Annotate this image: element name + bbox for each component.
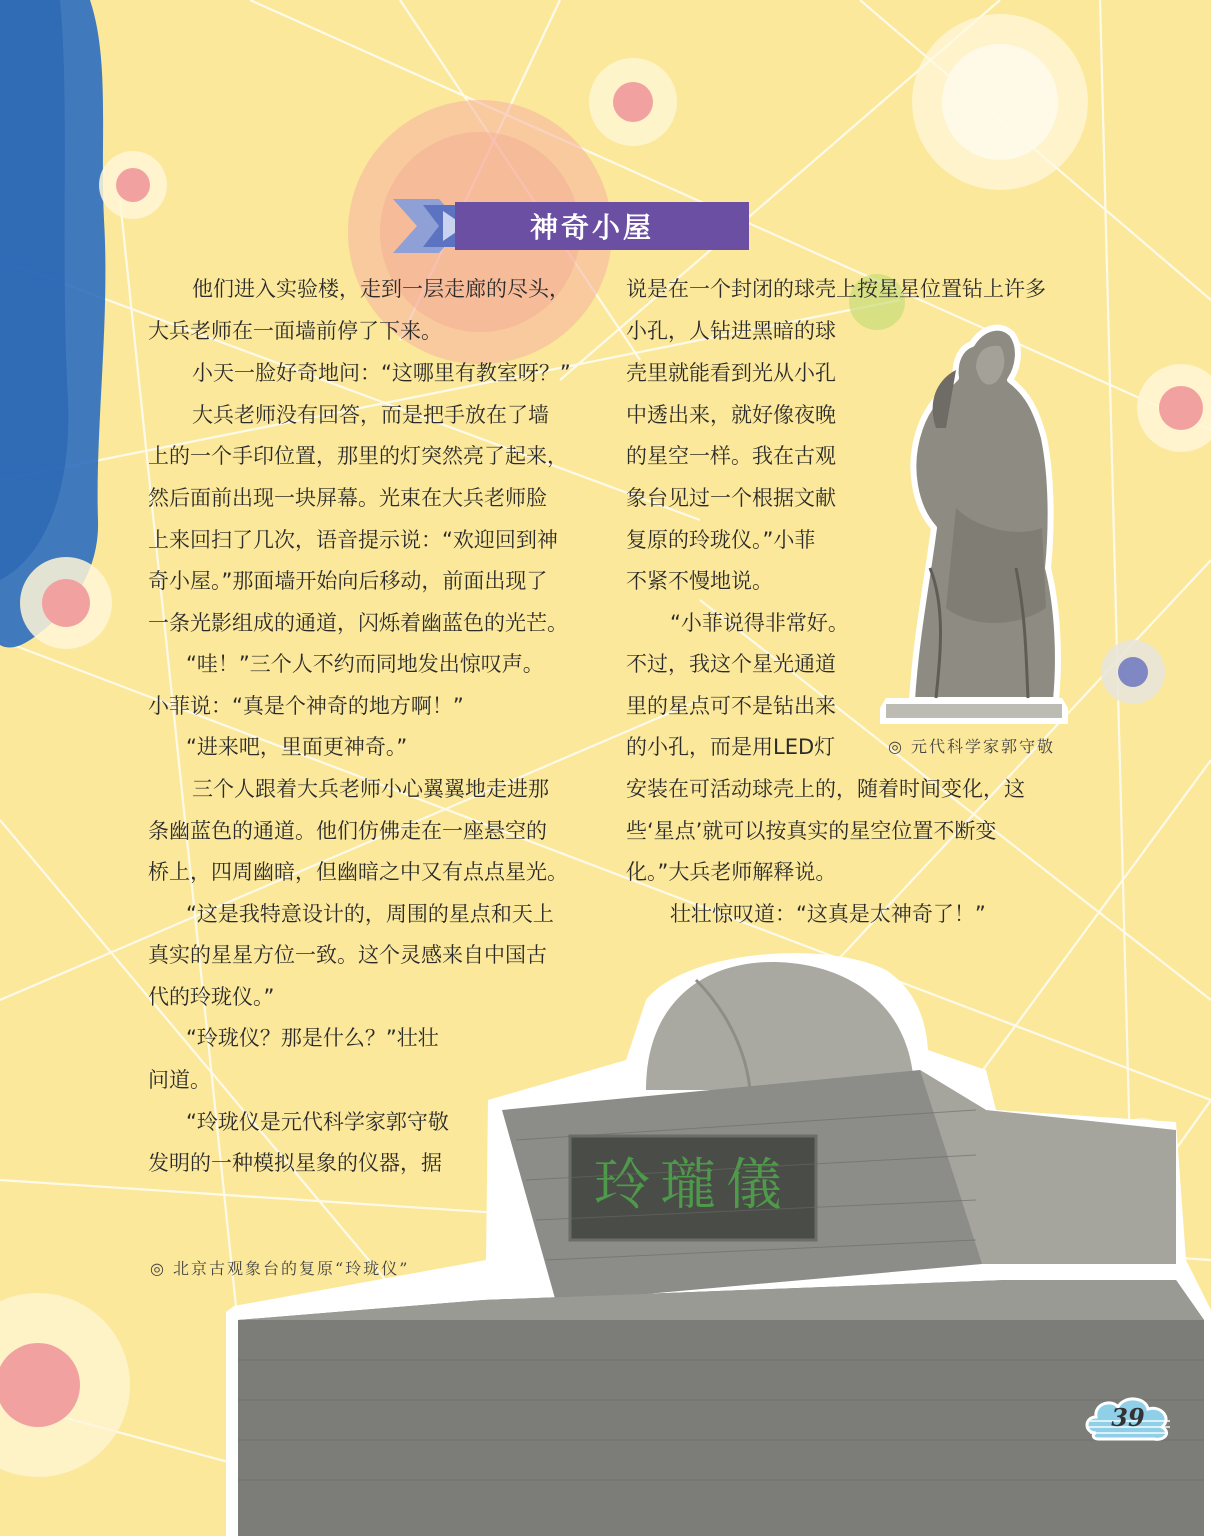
text-line: 三个人跟着大兵老师小心翼翼地走进那 bbox=[192, 777, 549, 801]
text-line: 真实的星星方位一致。这个灵感来自中国古 bbox=[148, 943, 547, 967]
statue-photo bbox=[876, 308, 1072, 724]
text-line: 中透出来，就好像夜晚 bbox=[626, 403, 836, 427]
text-line: 壳里就能看到光从小孔 bbox=[626, 361, 836, 385]
observatory-caption: ◎ 北京古观象台的复原“玲珑仪” bbox=[150, 1259, 410, 1278]
text-line: “玲珑仪是元代科学家郭守敬 bbox=[186, 1110, 449, 1134]
text-line: 的小孔，而是用LED灯 bbox=[626, 735, 836, 759]
text-line: 象台见过一个根据文献 bbox=[626, 486, 836, 510]
text-line: 大兵老师在一面墙前停了下来。 bbox=[148, 319, 442, 343]
text-line: “小菲说得非常好。 bbox=[670, 611, 849, 635]
text-line: 复原的玲珑仪。”小菲 bbox=[626, 528, 816, 552]
text-line: “进来吧，里面更神奇。” bbox=[186, 735, 408, 759]
text-line: 奇小屋。”那面墙开始向后移动，前面出现了 bbox=[148, 569, 548, 593]
text-line: 小孔，人钻进黑暗的球 bbox=[626, 319, 836, 343]
text-line: 些‘星点’就可以按真实的星空位置不断变 bbox=[626, 819, 997, 843]
text-line: 然后面前出现一块屏幕。光束在大兵老师脸 bbox=[148, 486, 547, 510]
statue-caption: ◎ 元代科学家郭守敬 bbox=[888, 737, 1056, 756]
section-title: 神奇小屋 bbox=[455, 202, 749, 250]
text-line: “玲珑仪？那是什么？”壮壮 bbox=[186, 1026, 439, 1050]
text-line: 条幽蓝色的通道。他们仿佛走在一座悬空的 bbox=[148, 819, 547, 843]
text-line: 上的一个手印位置，那里的灯突然亮了起来， bbox=[148, 444, 568, 468]
section-title-banner bbox=[393, 199, 749, 253]
text-line: 小菲说：“真是个神奇的地方啊！” bbox=[148, 694, 464, 718]
text-line: “哇！”三个人不约而同地发出惊叹声。 bbox=[186, 652, 544, 676]
text-line: 化。”大兵老师解释说。 bbox=[626, 860, 837, 884]
plaque-text: 玲瓏儀 bbox=[594, 1153, 792, 1218]
page-number bbox=[1082, 1393, 1174, 1443]
text-line: 安装在可活动球壳上的，随着时间变化，这 bbox=[626, 777, 1025, 801]
page-number-text: 39 bbox=[1111, 1403, 1145, 1432]
text-line: 代的玲珑仪。” bbox=[148, 985, 275, 1009]
text-line: 的星空一样。我在古观 bbox=[626, 444, 836, 468]
guo-shoujing-statue-image bbox=[876, 308, 1072, 724]
text-line: 壮壮惊叹道：“这真是太神奇了！” bbox=[670, 902, 986, 926]
text-line: 不紧不慢地说。 bbox=[626, 569, 773, 593]
text-line: 问道。 bbox=[148, 1068, 211, 1092]
text-line: 他们进入实验楼，走到一层走廊的尽头， bbox=[192, 277, 570, 301]
text-line: 不过，我这个星光通道 bbox=[626, 652, 836, 676]
text-line: 一条光影组成的通道，闪烁着幽蓝色的光芒。 bbox=[148, 611, 568, 635]
text-line: 大兵老师没有回答，而是把手放在了墙 bbox=[192, 403, 549, 427]
text-line: 小天一脸好奇地问：“这哪里有教室呀？” bbox=[192, 361, 571, 385]
text-line: 说是在一个封闭的球壳上按星星位置钻上许多 bbox=[626, 277, 1046, 301]
text-line: 里的星点可不是钻出来 bbox=[626, 694, 836, 718]
linglong-observatory-image bbox=[226, 940, 1211, 1536]
text-line: 发明的一种模拟星象的仪器，据 bbox=[148, 1151, 442, 1175]
text-line: 上来回扫了几次，语音提示说：“欢迎回到神 bbox=[148, 528, 558, 552]
text-line: 桥上，四周幽暗，但幽暗之中又有点点星光。 bbox=[148, 860, 568, 884]
text-line: “这是我特意设计的，周围的星点和天上 bbox=[186, 902, 554, 926]
